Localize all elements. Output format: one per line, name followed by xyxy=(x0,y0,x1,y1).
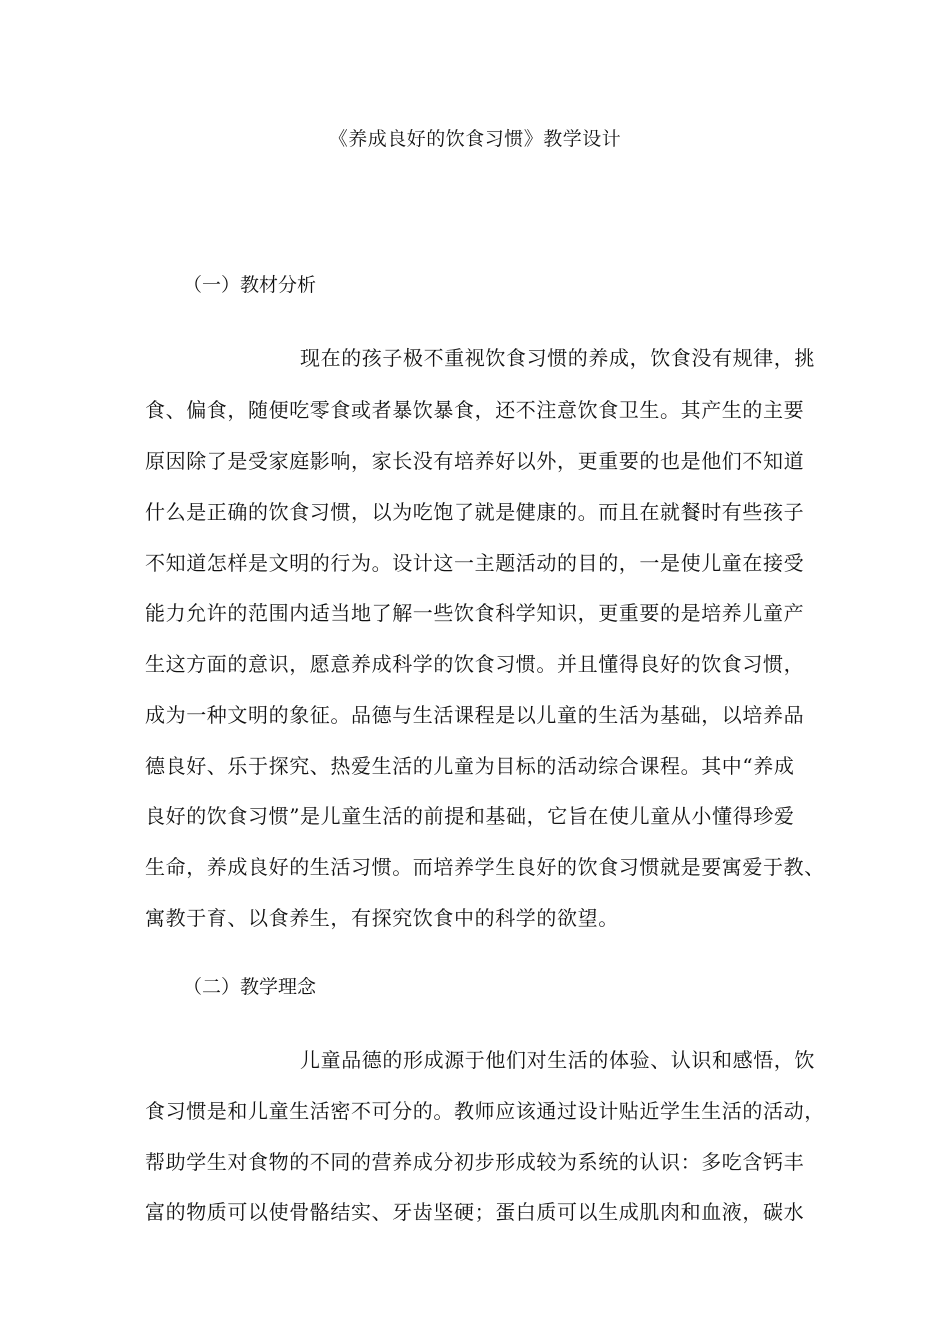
section-heading-textbook-analysis: （一）教材分析 xyxy=(183,274,317,296)
paragraph-line: 成为一种文明的象征。品德与生活课程是以儿童的生活为基础，以培养品 xyxy=(145,703,805,727)
paragraph-line: 现在的孩子极不重视饮食习惯的养成，饮食没有规律，挑 xyxy=(300,346,815,370)
paragraph-line: 帮助学生对食物的不同的营养成分初步形成较为系统的认识：多吃含钙丰 xyxy=(145,1150,805,1174)
paragraph-line: 寓教于育、以食养生，有探究饮食中的科学的欲望。 xyxy=(145,906,619,930)
paragraph-line: 德良好、乐于探究、热爱生活的儿童为目标的活动综合课程。其中“养成 xyxy=(145,754,795,778)
paragraph-line: 良好的饮食习惯”是儿童生活的前提和基础，它旨在使儿童从小懂得珍爱 xyxy=(145,804,795,828)
paragraph-line: 富的物质可以使骨骼结实、牙齿坚硬；蛋白质可以生成肌肉和血液，碳水 xyxy=(145,1200,805,1224)
paragraph-line: 不知道怎样是文明的行为。设计这一主题活动的目的，一是使儿童在接受 xyxy=(145,551,805,575)
paragraph-line: 什么是正确的饮食习惯，以为吃饱了就是健康的。而且在就餐时有些孩子 xyxy=(145,500,805,524)
paragraph-line: 原因除了是受家庭影响，家长没有培养好以外，更重要的也是他们不知道 xyxy=(145,449,805,473)
paragraph-line: 儿童品德的形成源于他们对生活的体验、认识和感悟，饮 xyxy=(300,1048,815,1072)
paragraph-line: 生命，养成良好的生活习惯。而培养学生良好的饮食习惯就是要寓爱于教、 xyxy=(145,855,825,879)
section-heading-teaching-philosophy: （二）教学理念 xyxy=(183,976,317,998)
document-title: 《养成良好的饮食习惯》教学设计 xyxy=(328,128,622,150)
paragraph-line: 食习惯是和儿童生活密不可分的。教师应该通过设计贴近学生生活的活动， xyxy=(145,1099,825,1123)
paragraph-line: 食、偏食，随便吃零食或者暴饮暴食，还不注意饮食卫生。其产生的主要 xyxy=(145,398,805,422)
paragraph-line: 能力允许的范围内适当地了解一些饮食科学知识，更重要的是培养儿童产 xyxy=(145,601,805,625)
paragraph-line: 生这方面的意识，愿意养成科学的饮食习惯。并且懂得良好的饮食习惯， xyxy=(145,652,805,676)
